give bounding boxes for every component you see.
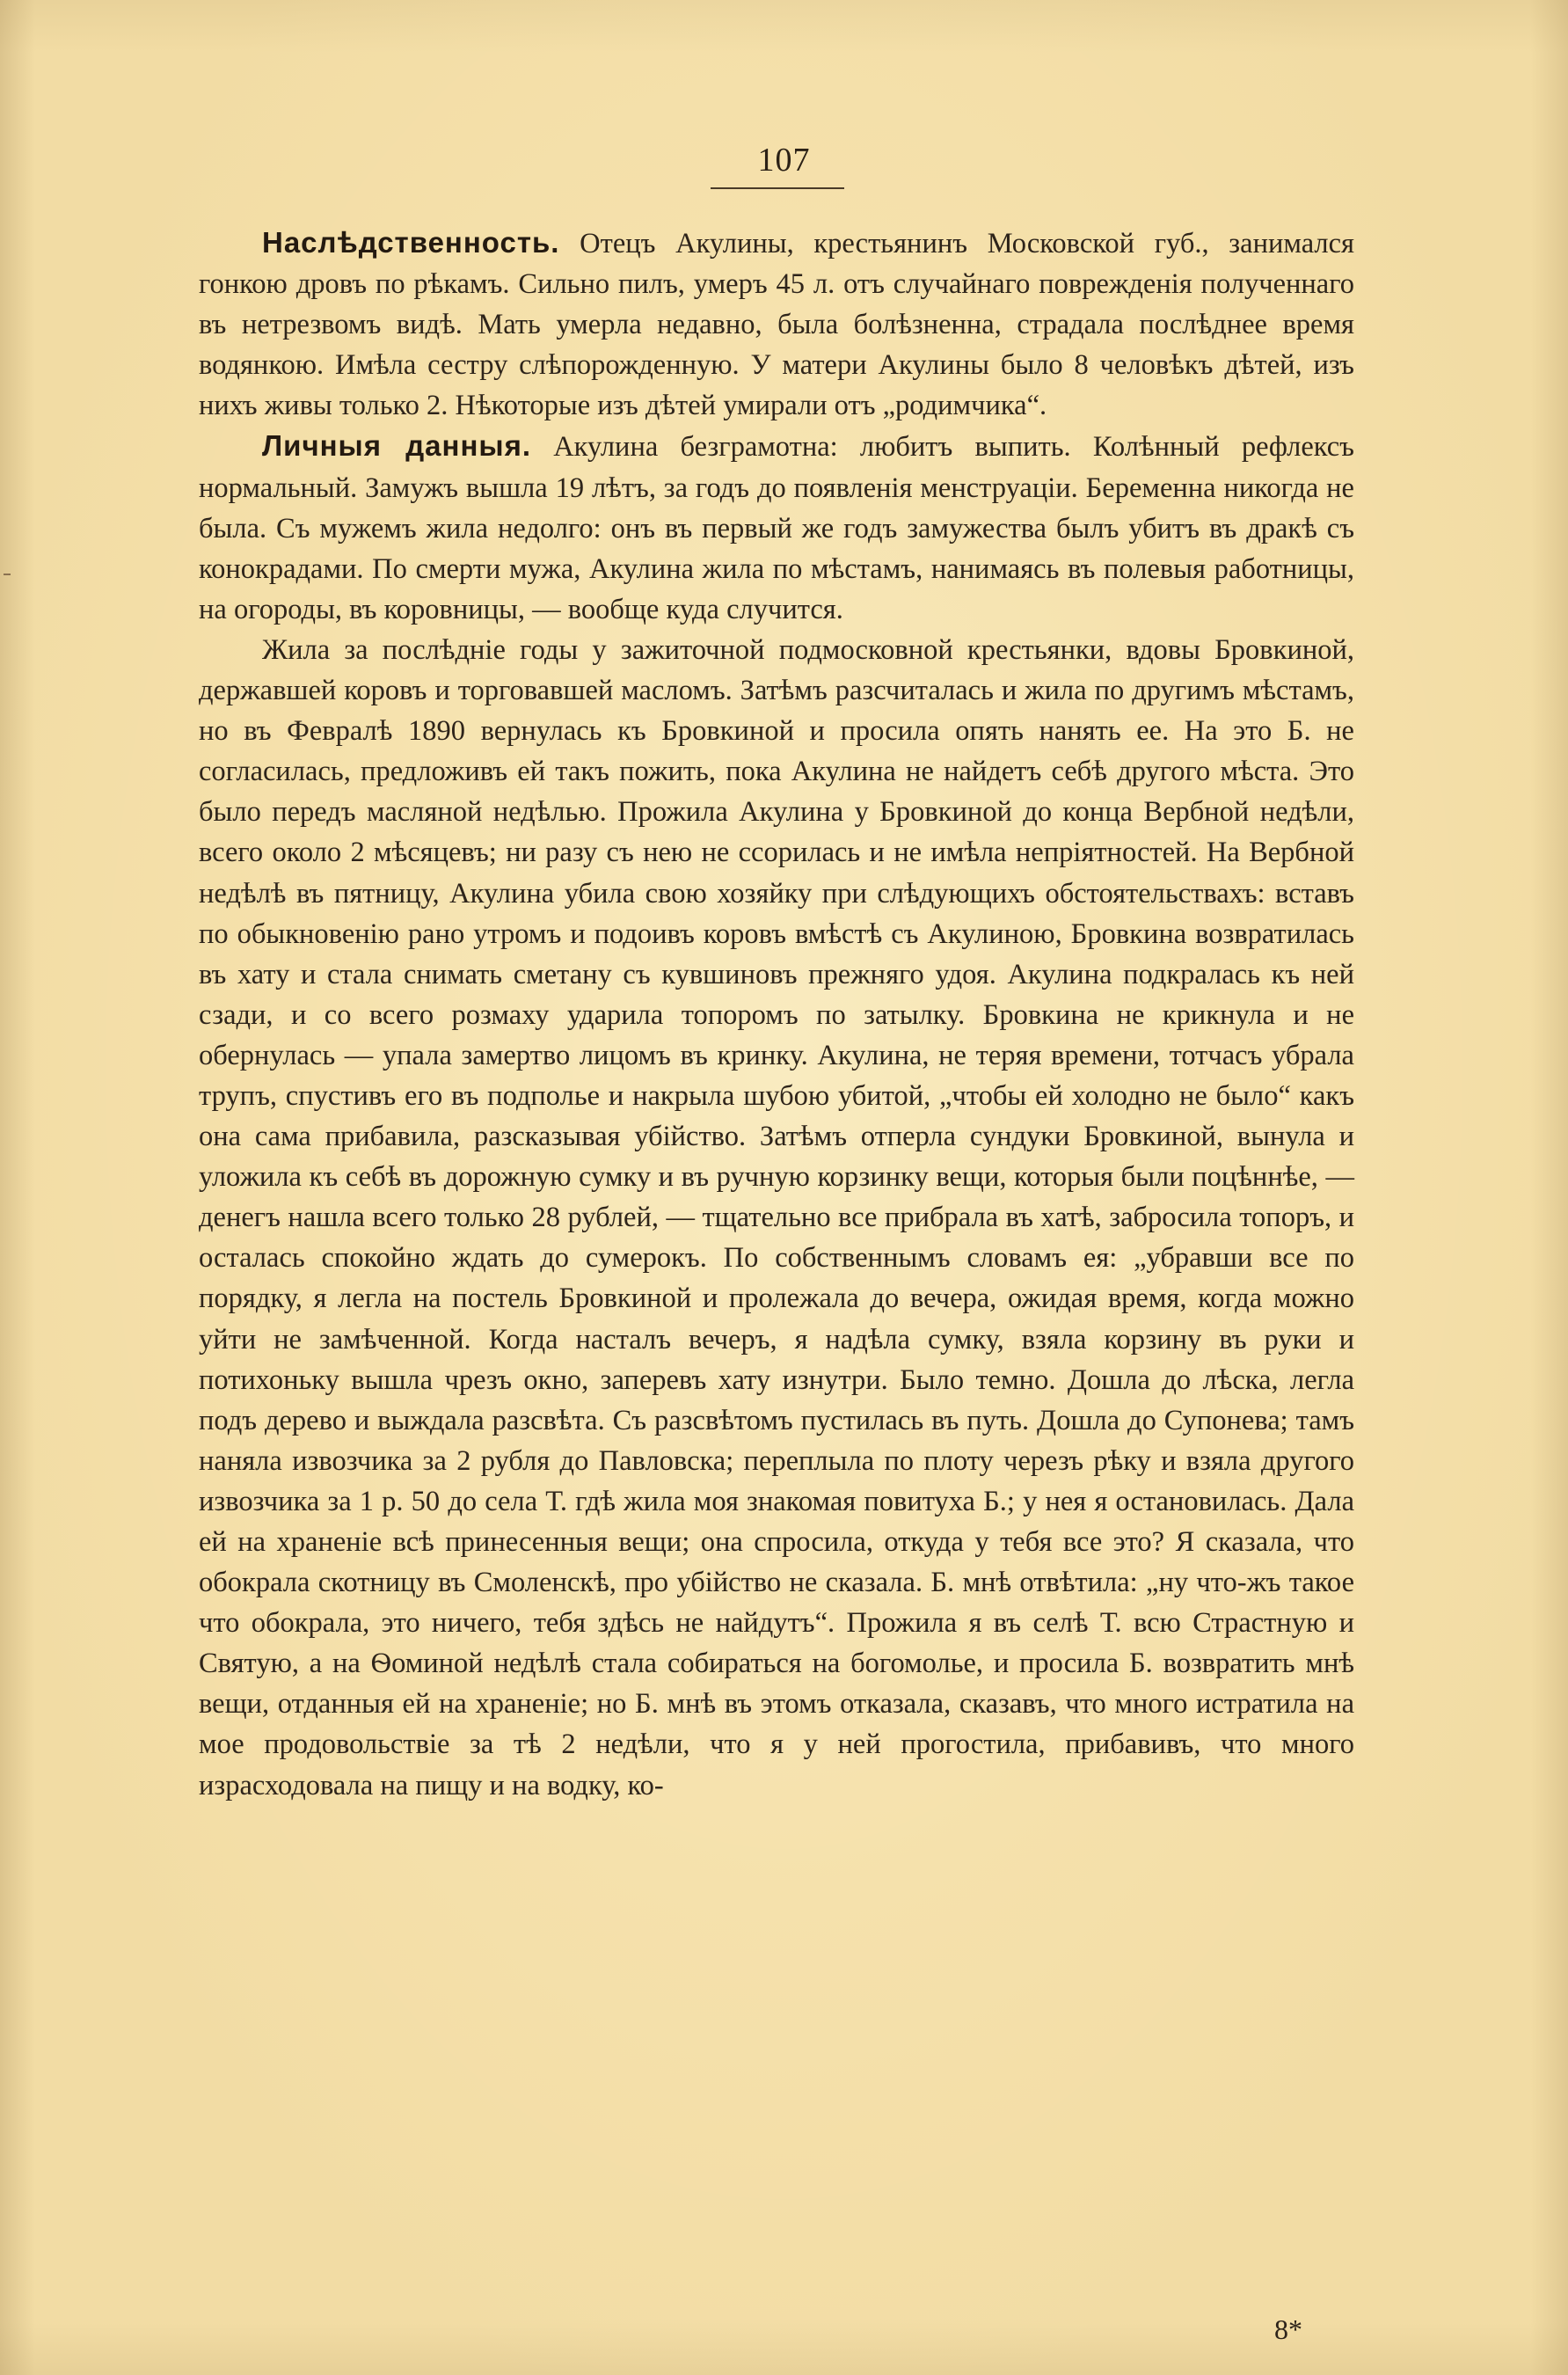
- paragraph-heredity: [199, 223, 1354, 426]
- section-heading-heredity: Наслѣдственность.: [262, 226, 560, 259]
- page-number: 107: [757, 142, 811, 179]
- paragraph-text: Акулина безграмотна: любитъ выпить. Колѣнный рефлексъ нормальный. Замужъ вышла 19 лѣтъ, за годъ до появленія менструаціи. Беременна никогда не была. Съ мужемъ жила недолго: онъ въ первый же годъ замужества былъ убитъ въ дракѣ съ конокрадами. По смерти мужа, Акулина жила по мѣстамъ, нанимаясь въ полевыя работницы, на огороды, въ коровницы, — вообще куда случится.: [199, 431, 1354, 625]
- page-number-rule: [711, 187, 844, 189]
- paragraph-text: Отецъ Акулины, крестьянинъ Московской губ., занимался гонкою дровъ по рѣкамъ. Сильно пилъ, умеръ 45 л. отъ случайнаго поврежденія полученнаго въ нетрезвомъ видѣ. Мать умерла недавно, была болѣзненна, страдала послѣднее время водянкою. Имѣла сестру слѣпорожденную. У матери Акулины было 8 человѣкъ дѣтей, изъ нихъ живы только 2. Нѣкоторые изъ дѣтей умирали отъ „родимчика“.: [199, 228, 1354, 422]
- margin-mark: [4, 574, 11, 575]
- paragraph-personal-data: [199, 426, 1354, 629]
- paragraph-narrative: [199, 630, 1354, 1806]
- paragraph-text: Жила за послѣдніе годы у зажиточной подмосковной крестьянки, вдовы Бровкиной, державшей коровъ и торговавшей масломъ. Затѣмъ разсчиталась и жила по другимъ мѣстамъ, но въ Февралѣ 1890 вернулась къ Бровкиной и просила опять нанять ее. На это Б. не согласилась, предложивъ ей такъ пожить, пока Акулина не найдетъ себѣ другого мѣста. Это было передъ масляной недѣлью. Прожила Акулина у Бровкиной до конца Вербной недѣли, всего около 2 мѣсяцевъ; ни разу съ нею не ссорилась и не имѣла непріятностей. На Вербной недѣлѣ въ пятницу, Акулина убила свою хозяйку при слѣдующихъ обстоятельствахъ: вставъ по обыкновенію рано утромъ и подоивъ коровъ вмѣстѣ съ Акулиною, Бровкина возвратилась въ хату и стала снимать сметану съ кувшиновъ прежняго удоя. Акулина подкралась къ ней сзади, и со всего розмаху ударила топоромъ по затылку. Бровкина не крикнула и не обернулась — упала замертво лицомъ въ кринку. Акулина, не теряя времени, тотчасъ убрала трупъ, спустивъ его въ подполье и накрыла шубою убитой, „чтобы ей холодно не было“ какъ она сама прибавила, разсказывая убійство. Затѣмъ отперла сундуки Бровкиной, вынула и уложила къ себѣ въ дорожную сумку и въ ручную корзинку вещи, которыя были поцѣннѣе, — денегъ нашла всего только 28 рублей, — тщательно все прибрала въ хатѣ, забросила топоръ, и осталась спокойно ждать до сумерокъ. По собственнымъ словамъ ея: „убравши все по порядку, я легла на постель Бровкиной и пролежала до вечера, ожидая время, когда можно уйти не замѣченной. Когда насталъ вечеръ, я надѣла сумку, взяла корзину въ руки и потихоньку вышла чрезъ окно, заперевъ хату изнутри. Было темно. Дошла до лѣска, легла подъ дерево и выждала разсвѣта. Съ разсвѣтомъ пустилась въ путь. Дошла до Супонева; тамъ наняла извозчика за 2 рубля до Павловска; переплыла по плоту черезъ рѣку и взяла другого извозчика за 1 р. 50 до села Т. гдѣ жила моя знакомая повитуха Б.; у нея я остановилась. Дала ей на храненіе всѣ принесенныя вещи; она спросила, откуда у тебя все это? Я сказала, что обокрала скотницу въ Смоленскѣ, про убійство не сказала. Б. мнѣ отвѣтила: „ну что-жъ такое что обокрала, это ничего, тебя здѣсь не найдутъ“. Прожила я въ селѣ Т. всю Страстную и Святую, а на Ѳоминой недѣлѣ стала собираться на богомолье, и просила Б. возвратить мнѣ вещи, отданныя ей на храненіе; но Б. мнѣ въ этомъ отказала, сказавъ, что много истратила на мое продовольствіе за тѣ 2 недѣли, что я у ней прогостила, прибавивъ, что много израсходовала на пищу и на водку, ко-: [199, 633, 1354, 1801]
- signature-mark: 8*: [1274, 2313, 1302, 2345]
- body-text: [199, 223, 1354, 1806]
- section-heading-personal-data: Личныя данныя.: [262, 429, 531, 463]
